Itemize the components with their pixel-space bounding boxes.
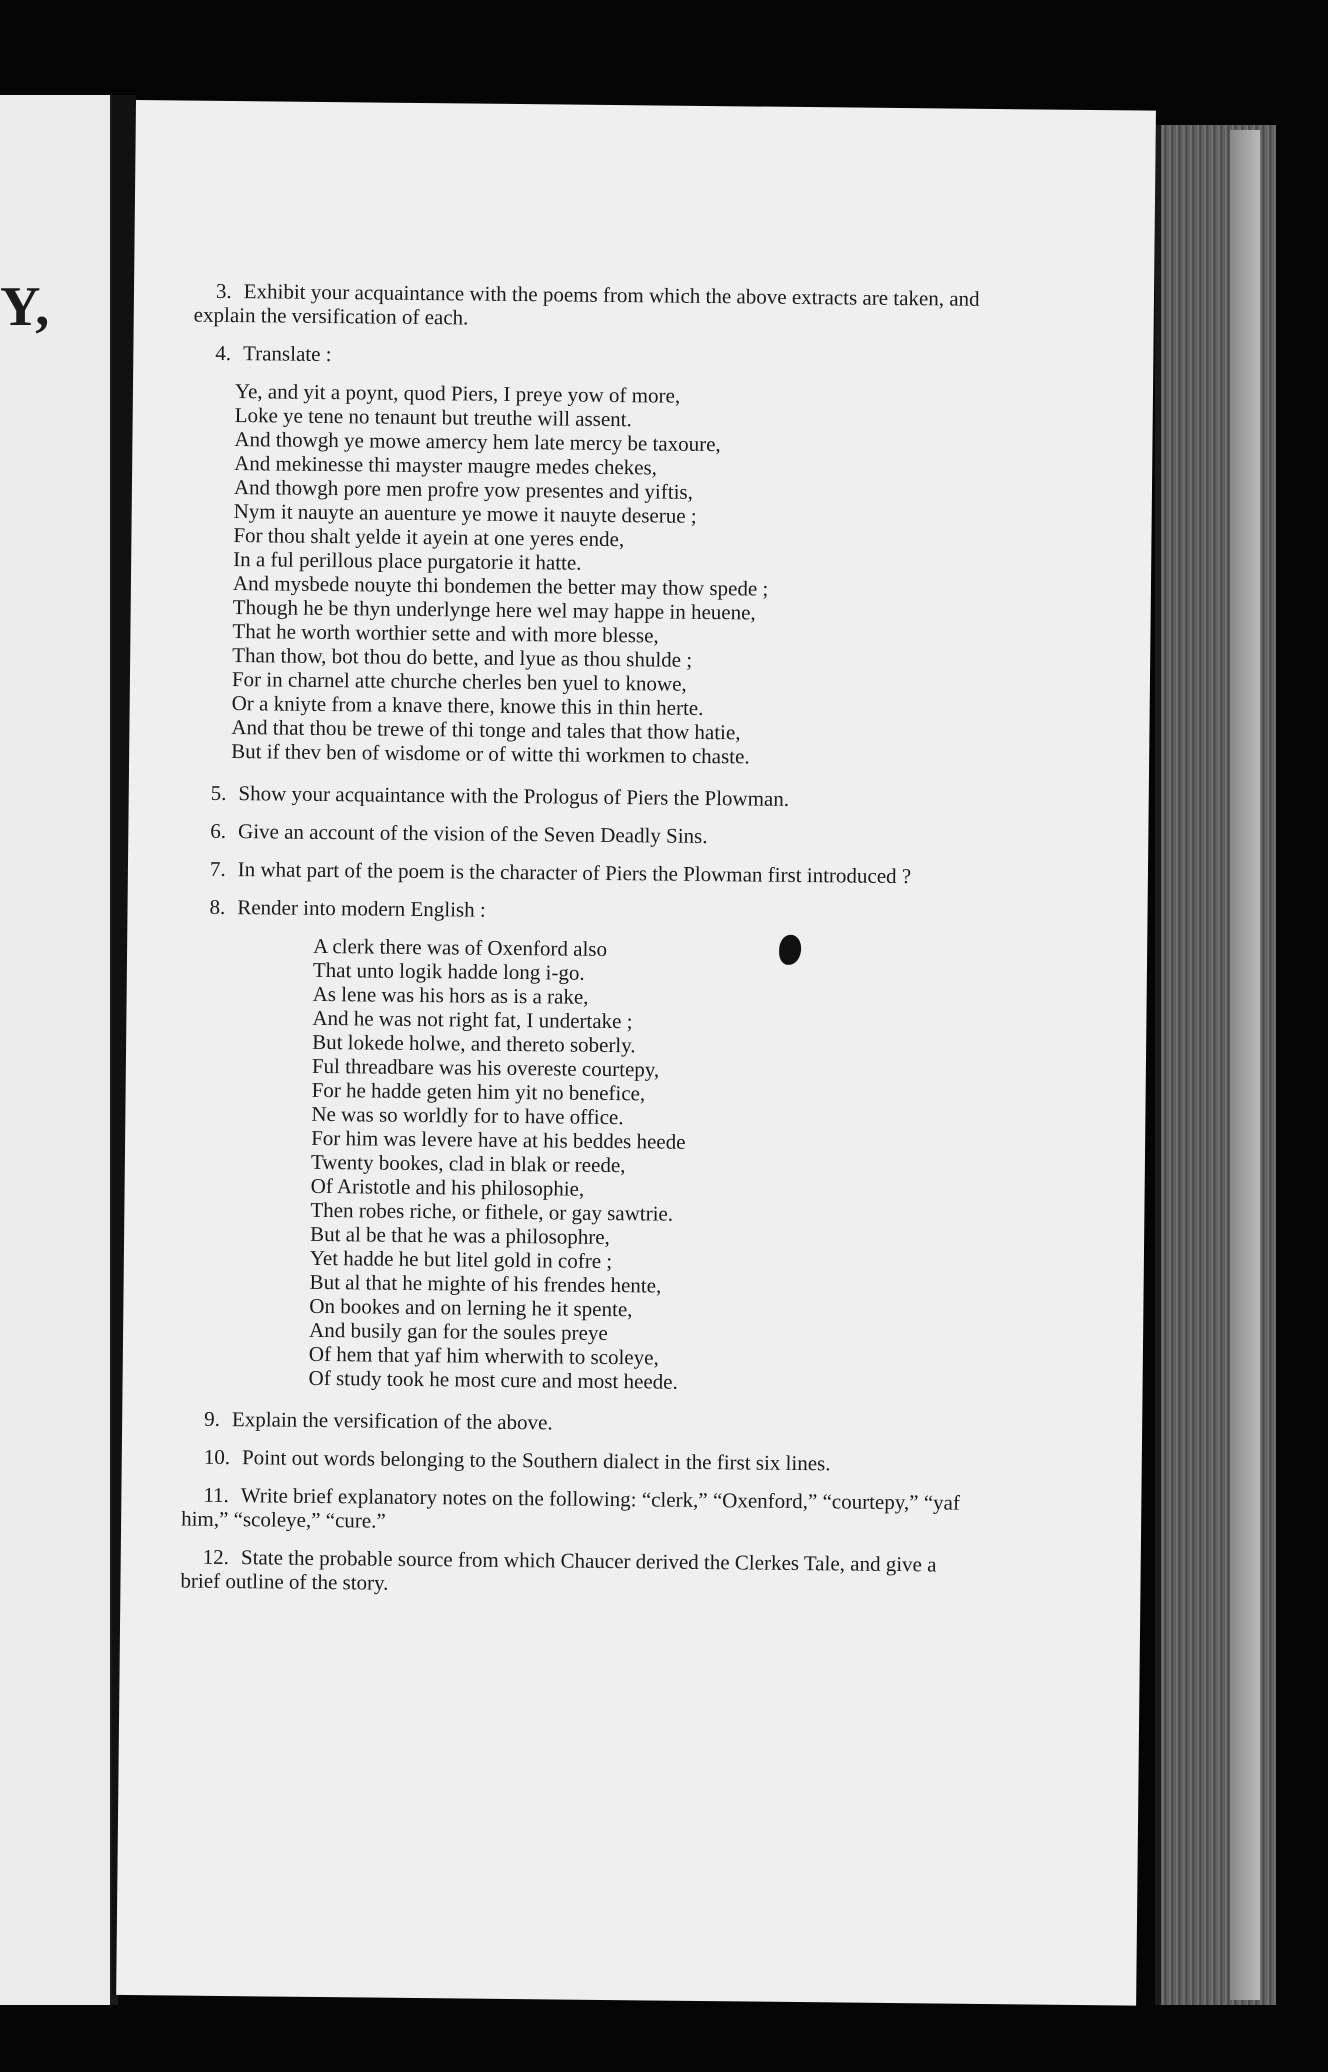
exam-page (116, 100, 1156, 2006)
verse-line: Twenty bookes, clad in blak or reede, (310, 1149, 626, 1178)
question-text: In what part of the poem is the character of Piers the Plowman first introduced ? (237, 857, 912, 889)
verse-line: Then robes riche, or fithele, or gay sawtrie. (310, 1197, 674, 1226)
question-12 (180, 1545, 980, 1601)
question-7 (188, 857, 988, 889)
question-10 (182, 1445, 982, 1477)
verse-line: And that thou be trewe of thi tonge and tales that thow hatie, (231, 715, 741, 745)
question-text: Exhibit your acquaintance with the poems from which the above extracts are taken, and explain the versification of each. (193, 279, 980, 330)
question-text: Translate : (242, 341, 332, 367)
question-number: 12. (202, 1544, 230, 1570)
verse-line: But al be that he was a philosophre, (310, 1221, 611, 1250)
verse-line: But lokede holwe, and thereto soberly. (312, 1029, 636, 1058)
verse-line: Of study took he most cure and most heede. (308, 1365, 678, 1394)
left-page-fragment: Y, (0, 276, 50, 338)
questions-top (193, 279, 994, 373)
question-number: 7. (209, 856, 226, 881)
question-number: 4. (215, 340, 232, 366)
questions-bottom (180, 1407, 982, 1601)
verse-line: Of Aristotle and his philosophie, (310, 1173, 585, 1201)
verse-line: For thou shalt yelde it ayein at one yeres ende, (233, 523, 625, 552)
verse-line: But al that he mighte of his frendes hente, (309, 1269, 662, 1298)
verse-line: That he worth worthier sette and with more blesse, (232, 619, 659, 648)
question-text: Render into modern English : (237, 895, 486, 922)
question-11 (181, 1483, 981, 1539)
verse-line: Nym it nauyte an auenture ye mowe it nauyte deserue ; (233, 499, 697, 528)
question-number: 9. (204, 1406, 221, 1431)
question-6 (188, 819, 988, 851)
verse-clerk-of-oxenford (183, 933, 988, 1397)
verse-line: But if thev ben of wisdome or of witte thi workmen to chaste. (231, 739, 750, 769)
verse-line: And mekinesse thi mayster maugre medes chekes, (234, 451, 658, 480)
question-text: Write brief explanatory notes on the following: “clerk,” “Oxenford,” “courtepy,” “yaf him,” “scoleye,” “cure.” (181, 1483, 961, 1533)
verse-line: Ye, and yit a poynt, quod Piers, I preye yow of more, (234, 379, 681, 408)
question-text: Give an account of the vision of the Seven Deadly Sins. (237, 819, 708, 849)
verse-line: And busily gan for the soules preye (309, 1317, 608, 1346)
verse-line: Yet hadde he but litel gold in cofre ; (309, 1245, 613, 1274)
question-3 (194, 279, 994, 335)
question-number: 3. (215, 278, 232, 304)
verse-line: And mysbede nouyte thi bondemen the better may thow spede ; (232, 571, 769, 601)
verse-line: For he hadde geten him yit no benefice, (311, 1077, 646, 1106)
verse-line: That unto logik hadde long i-go. (312, 957, 585, 985)
verse-line: For him was levere have at his beddes heede (311, 1125, 686, 1154)
question-number: 11. (203, 1482, 230, 1508)
verse-line: For in charnel atte churche cherles ben yuel to knowe, (231, 667, 687, 696)
verse-line: Of hem that yaf him wherwith to scoleye, (308, 1341, 659, 1370)
question-text: Show your acquaintance with the Prologus of Piers the Plowman. (238, 781, 790, 811)
verse-line: Or a kniyte from a knave there, knowe this in thin herte. (231, 691, 704, 720)
verse-line: In a ful perillous place purgatorie it hatte. (233, 547, 582, 575)
verse-line: Though he be thyn underlynge here wel may happe in heuene, (232, 595, 756, 625)
verse-line: Than thow, bot thou do bette, and lyue as thou shulde ; (232, 643, 693, 672)
question-number: 8. (209, 894, 226, 919)
page-edge-highlight (1230, 130, 1260, 2000)
verse-line: Ne was so worldly for to have office. (311, 1101, 624, 1130)
left-page (0, 95, 118, 2005)
question-number: 6. (210, 818, 227, 843)
question-number: 5. (210, 780, 227, 805)
verse-line: And thowgh pore men profre yow presentes and yiftis, (233, 475, 694, 504)
verse-line: Ful threadbare was his overeste courtepy, (311, 1053, 660, 1082)
question-text: Explain the versification of the above. (231, 1407, 553, 1435)
question-4 (193, 341, 993, 373)
verse-line: And he was not right fat, I undertake ; (312, 1005, 633, 1034)
verse-line: As lene was his hors as is a rake, (312, 981, 589, 1009)
exam-content (180, 279, 994, 1615)
verse-line: And thowgh ye mowe amercy hem late mercy be taxoure, (234, 427, 721, 457)
verse-line: A clerk there was of Oxenford also (313, 933, 608, 961)
verse-line: Loke ye tene no tenaunt but treuthe will assent. (234, 403, 632, 432)
question-text: Point out words belonging to the Southern dialect in the first six lines. (241, 1445, 831, 1476)
question-8 (187, 895, 987, 927)
question-text: State the probable source from which Chaucer derived the Clerkes Tale, and give a brief outline of the story. (180, 1545, 937, 1595)
question-5 (189, 781, 989, 813)
questions-mid (187, 781, 988, 927)
question-9 (182, 1407, 982, 1439)
verse-piers-plowman (189, 379, 993, 771)
verse-line: On bookes and on lerning he it spente, (309, 1293, 633, 1322)
question-number: 10. (203, 1444, 231, 1470)
